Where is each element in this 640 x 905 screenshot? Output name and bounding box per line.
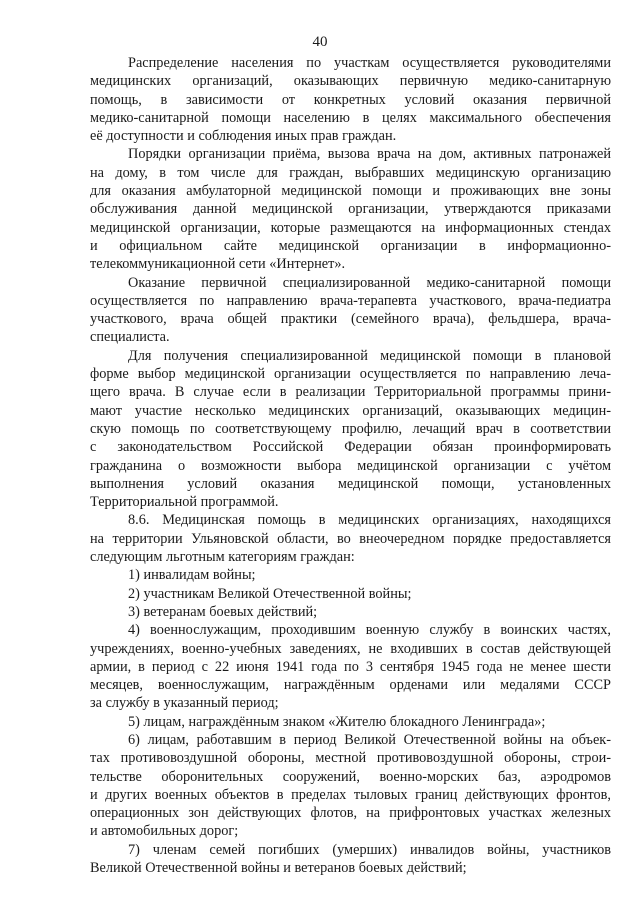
text-line: Территориальной программой. bbox=[90, 494, 279, 511]
text-line: Оказание первичной специализированной медико-санитарной помощи bbox=[128, 274, 611, 291]
text-line: 5) лицам, награждённым знаком «Жителю блокадного Ленинграда»; bbox=[128, 713, 546, 730]
text-line: телекоммуникационной сети «Интернет». bbox=[90, 256, 346, 273]
text-line: тах противовоздушной обороны, местной противовоздушной обороны, строи- bbox=[90, 750, 611, 767]
text-line: за службу в указанный период; bbox=[90, 695, 279, 712]
text-line: Для получения специализированной медицинской помощи в плановой bbox=[128, 347, 611, 364]
text-line: 8.6. Медицинская помощь в медицинских организациях, находящихся bbox=[128, 512, 611, 529]
text-line: на дому, в том числе для граждан, выбравших медицинскую организацию bbox=[90, 164, 611, 181]
text-line: участкового, врача общей практики (семейного врача), фельдшера, врача- bbox=[90, 311, 611, 328]
text-line: обслуживания данной медицинской организации, утверждаются приказами bbox=[90, 201, 611, 218]
text-line: её доступности и соблюдения иных прав граждан. bbox=[90, 128, 397, 145]
text-line: для оказания амбулаторной медицинской помощи и проживающих вне зоны bbox=[90, 183, 611, 200]
text-line: 6) лицам, работавшим в период Великой Отечественной войны на объек- bbox=[128, 731, 611, 748]
text-line: и других военных объектов в пределах тыловых границ действующих фронтов, bbox=[90, 786, 611, 803]
text-line: Великой Отечественной войны и ветеранов боевых действий; bbox=[90, 860, 467, 877]
text-line: Порядки организации приёма, вызова врача на дом, активных патронажей bbox=[128, 146, 611, 163]
text-line: медицинских организаций, оказывающих первичную медико-санитарную bbox=[90, 73, 611, 90]
text-line: щего врача. В случае если в реализации Территориальной программы прини- bbox=[90, 384, 611, 401]
text-line: на территории Ульяновской области, во внеочередном порядке предоставляется bbox=[90, 530, 611, 547]
text-line: месяцев, военнослужащим, награждённым орденами или медалями СССР bbox=[90, 677, 611, 694]
text-line: Распределение населения по участкам осуществляется руководителями bbox=[128, 55, 611, 71]
text-line: помощь, в зависимости от конкретных условий оказания первичной bbox=[90, 91, 611, 108]
text-line: гражданина о возможности выбора медицинской организации с учётом bbox=[90, 457, 611, 474]
text-line: следующим льготным категориям граждан: bbox=[90, 549, 355, 566]
text-line: скую помощь по соответствующему профилю, лечащий врач в соответствии bbox=[90, 420, 611, 437]
text-line: выполнения условий оказания медицинской помощи, установленных bbox=[90, 475, 611, 492]
text-line: осуществляется по направлению врача-терапевта участкового, врача-педиатра bbox=[90, 292, 611, 309]
page-number: 40 bbox=[312, 34, 328, 50]
text-line: и автомобильных дорог; bbox=[90, 823, 239, 840]
text-line: форме выбор медицинской организации осуществляется по направлению леча- bbox=[90, 366, 611, 383]
text-line: и официальном сайте медицинской организации в информационно- bbox=[90, 237, 611, 254]
text-line: 4) военнослужащим, проходившим военную службу в воинских частях, bbox=[128, 622, 611, 639]
text-line: с законодательством Российской Федерации обязан проинформировать bbox=[90, 439, 611, 456]
text-line: армии, в период с 22 июня 1941 года по 3 сентября 1945 года не менее шести bbox=[90, 658, 611, 675]
text-line: учреждениях, военно-учебных заведениях, не входивших в состав действующей bbox=[90, 640, 611, 657]
document-body bbox=[90, 54, 611, 877]
text-line: 1) инвалидам войны; bbox=[128, 567, 256, 584]
text-line: 3) ветеранам боевых действий; bbox=[128, 603, 318, 620]
text-line: 7) членам семей погибших (умерших) инвалидов войны, участников bbox=[128, 841, 611, 858]
text-line: 2) участникам Великой Отечественной войны; bbox=[128, 585, 412, 602]
text-line: специалиста. bbox=[90, 329, 170, 346]
text-line: медицинской организации, которые размещаются на информационных стендах bbox=[90, 219, 611, 236]
text-line: тельстве оборонительных сооружений, военно-морских баз, аэродромов bbox=[90, 768, 611, 785]
text-line: операционных зон действующих флотов, на прифронтовых участках железных bbox=[90, 805, 611, 822]
text-line: мают участие несколько медицинских организаций, оказывающих медицин- bbox=[90, 402, 611, 419]
text-line: медико-санитарной помощи населению в целях максимального обеспечения bbox=[90, 109, 611, 126]
